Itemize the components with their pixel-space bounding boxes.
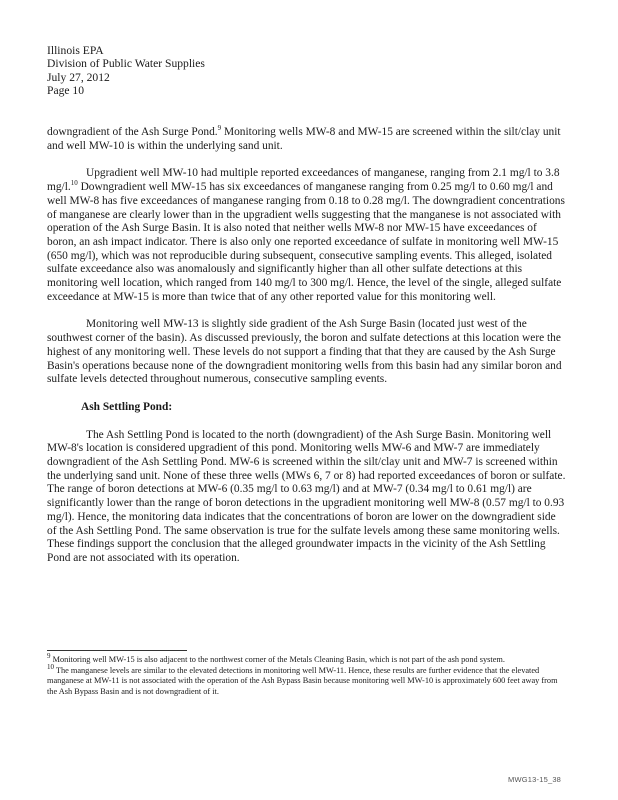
footnotes — [47, 652, 566, 697]
section-heading-ash-settling-pond: Ash Settling Pond: — [81, 400, 173, 413]
header-page-number: Page 10 — [47, 84, 85, 98]
paragraph-2-text: Upgradient well MW-10 had multiple reported exceedances of manganese, ranging from 2.1 mg/l to 3.8 mg/l. — [47, 167, 560, 194]
paragraph-1 — [47, 126, 566, 153]
header-division: Division of Public Water Supplies — [47, 57, 205, 71]
footnote-10-text: The manganese levels are similar to the elevated detections in monitoring well MW-11. Hence, these results are further evidence that the elevated manganese at MW-11 is not associated with the operation of the Ash Bypass Basin because monitoring well MW-10 is approximately 600 feet away from the Ash Bypass Basin and is not downgradient of it. — [47, 665, 558, 696]
footnote-ref-9: 9 — [217, 124, 222, 133]
paragraph-2 — [47, 167, 566, 304]
footnote-9 — [47, 652, 566, 666]
footnote-9-text: Monitoring well MW-15 is also adjacent to the northwest corner of the Metals Cleaning Basin, which is not part of the ash pond system. — [50, 655, 505, 664]
letter-header — [47, 44, 205, 98]
paragraph-1-text-continued: Monitoring wells MW-8 and MW-15 are screened within the silt/clay unit and well MW-10 is within the underlying sand unit. — [47, 126, 561, 152]
paragraph-3: Monitoring well MW-13 is slightly side gradient of the Ash Surge Basin (located just west of the southwest corner of the basin). As discussed previously, the boron and sulfate detections at this location were the highest of any monitoring well. These levels do not support a finding that that they are caused by the Ash Surge Basin's operations because none of the downgradient monitoring wells from this basin had any similar boron and sulfate levels detected throughout numerous, consecutive sampling events. — [47, 318, 562, 386]
footnote-10 — [47, 662, 566, 698]
header-date: July 27, 2012 — [47, 70, 110, 84]
footnote-ref-10: 10 — [70, 179, 78, 188]
footnote-10-marker: 10 — [47, 662, 54, 671]
paragraph-1-text: downgradient of the Ash Surge Pond. — [47, 126, 218, 138]
header-agency: Illinois EPA — [47, 44, 104, 57]
paragraph-4: The Ash Settling Pond is located to the north (downgradient) of the Ash Surge Basin. Monitoring well MW-8's location is considered upgradient of this pond. Monitoring wells MW-6 and MW-7 are immediately downgradient of the Ash Settling Pond. MW-6 is screened within the silt/clay unit and MW-7 is screened within the underlying sand unit. None of these three wells (MWs 6, 7 or 8) had reported exceedances of boron or sulfate. The range of boron detections at MW-6 (0.35 mg/l to 0.63 mg/l) and at MW-7 (0.34 mg/l to 0.61 mg/l) are significantly lower than the range of boron detections in the upgradient monitoring well MW-8 (0.57 mg/l to 0.93 mg/l). Hence, the monitoring data indicates that the concentrations of boron are lower on the downgradient side of the Ash Settling Pond. The same observation is true for the sulfate levels among these same monitoring wells. These findings support the conclusion that the alleged groundwater impacts in the vicinity of the Ash Settling Pond are not associated with its operation. — [47, 428, 566, 564]
footnote-9-marker: 9 — [47, 652, 51, 661]
bates-stamp: MWG13-15_38 — [508, 775, 562, 784]
paragraph-2-text-continued: Downgradient well MW-15 has six exceedances of manganese ranging from 0.25 mg/l to 0.60 mg/l and well MW-8 has five exceedances of manganese ranging from 0.18 to 0.28 mg/l. The downgradient concentrations of manganese are clearly lower than in the upgradient wells suggesting that the manganese is not associated with operation of the Ash Surge Basin. It is also noted that neither wells MW-8 nor MW-15 have exceedances of boron, an ash impact indicator. There is also only one reported exceedance of sulfate in monitoring well MW-15 (650 mg/l), which was not reproducible during subsequent, consecutive sampling events. This alleged, isolated sulfate exceedance also was anomalously and significantly higher than all other sulfate detections at this monitoring well location, which ranged from 140 mg/l to 300 mg/l. Hence, the level of the single, alleged sulfate exceedance at MW-15 is more than twice that of any other reported value for this monitoring well. — [47, 181, 565, 303]
document-body — [47, 126, 566, 580]
footnote-divider — [47, 650, 187, 651]
